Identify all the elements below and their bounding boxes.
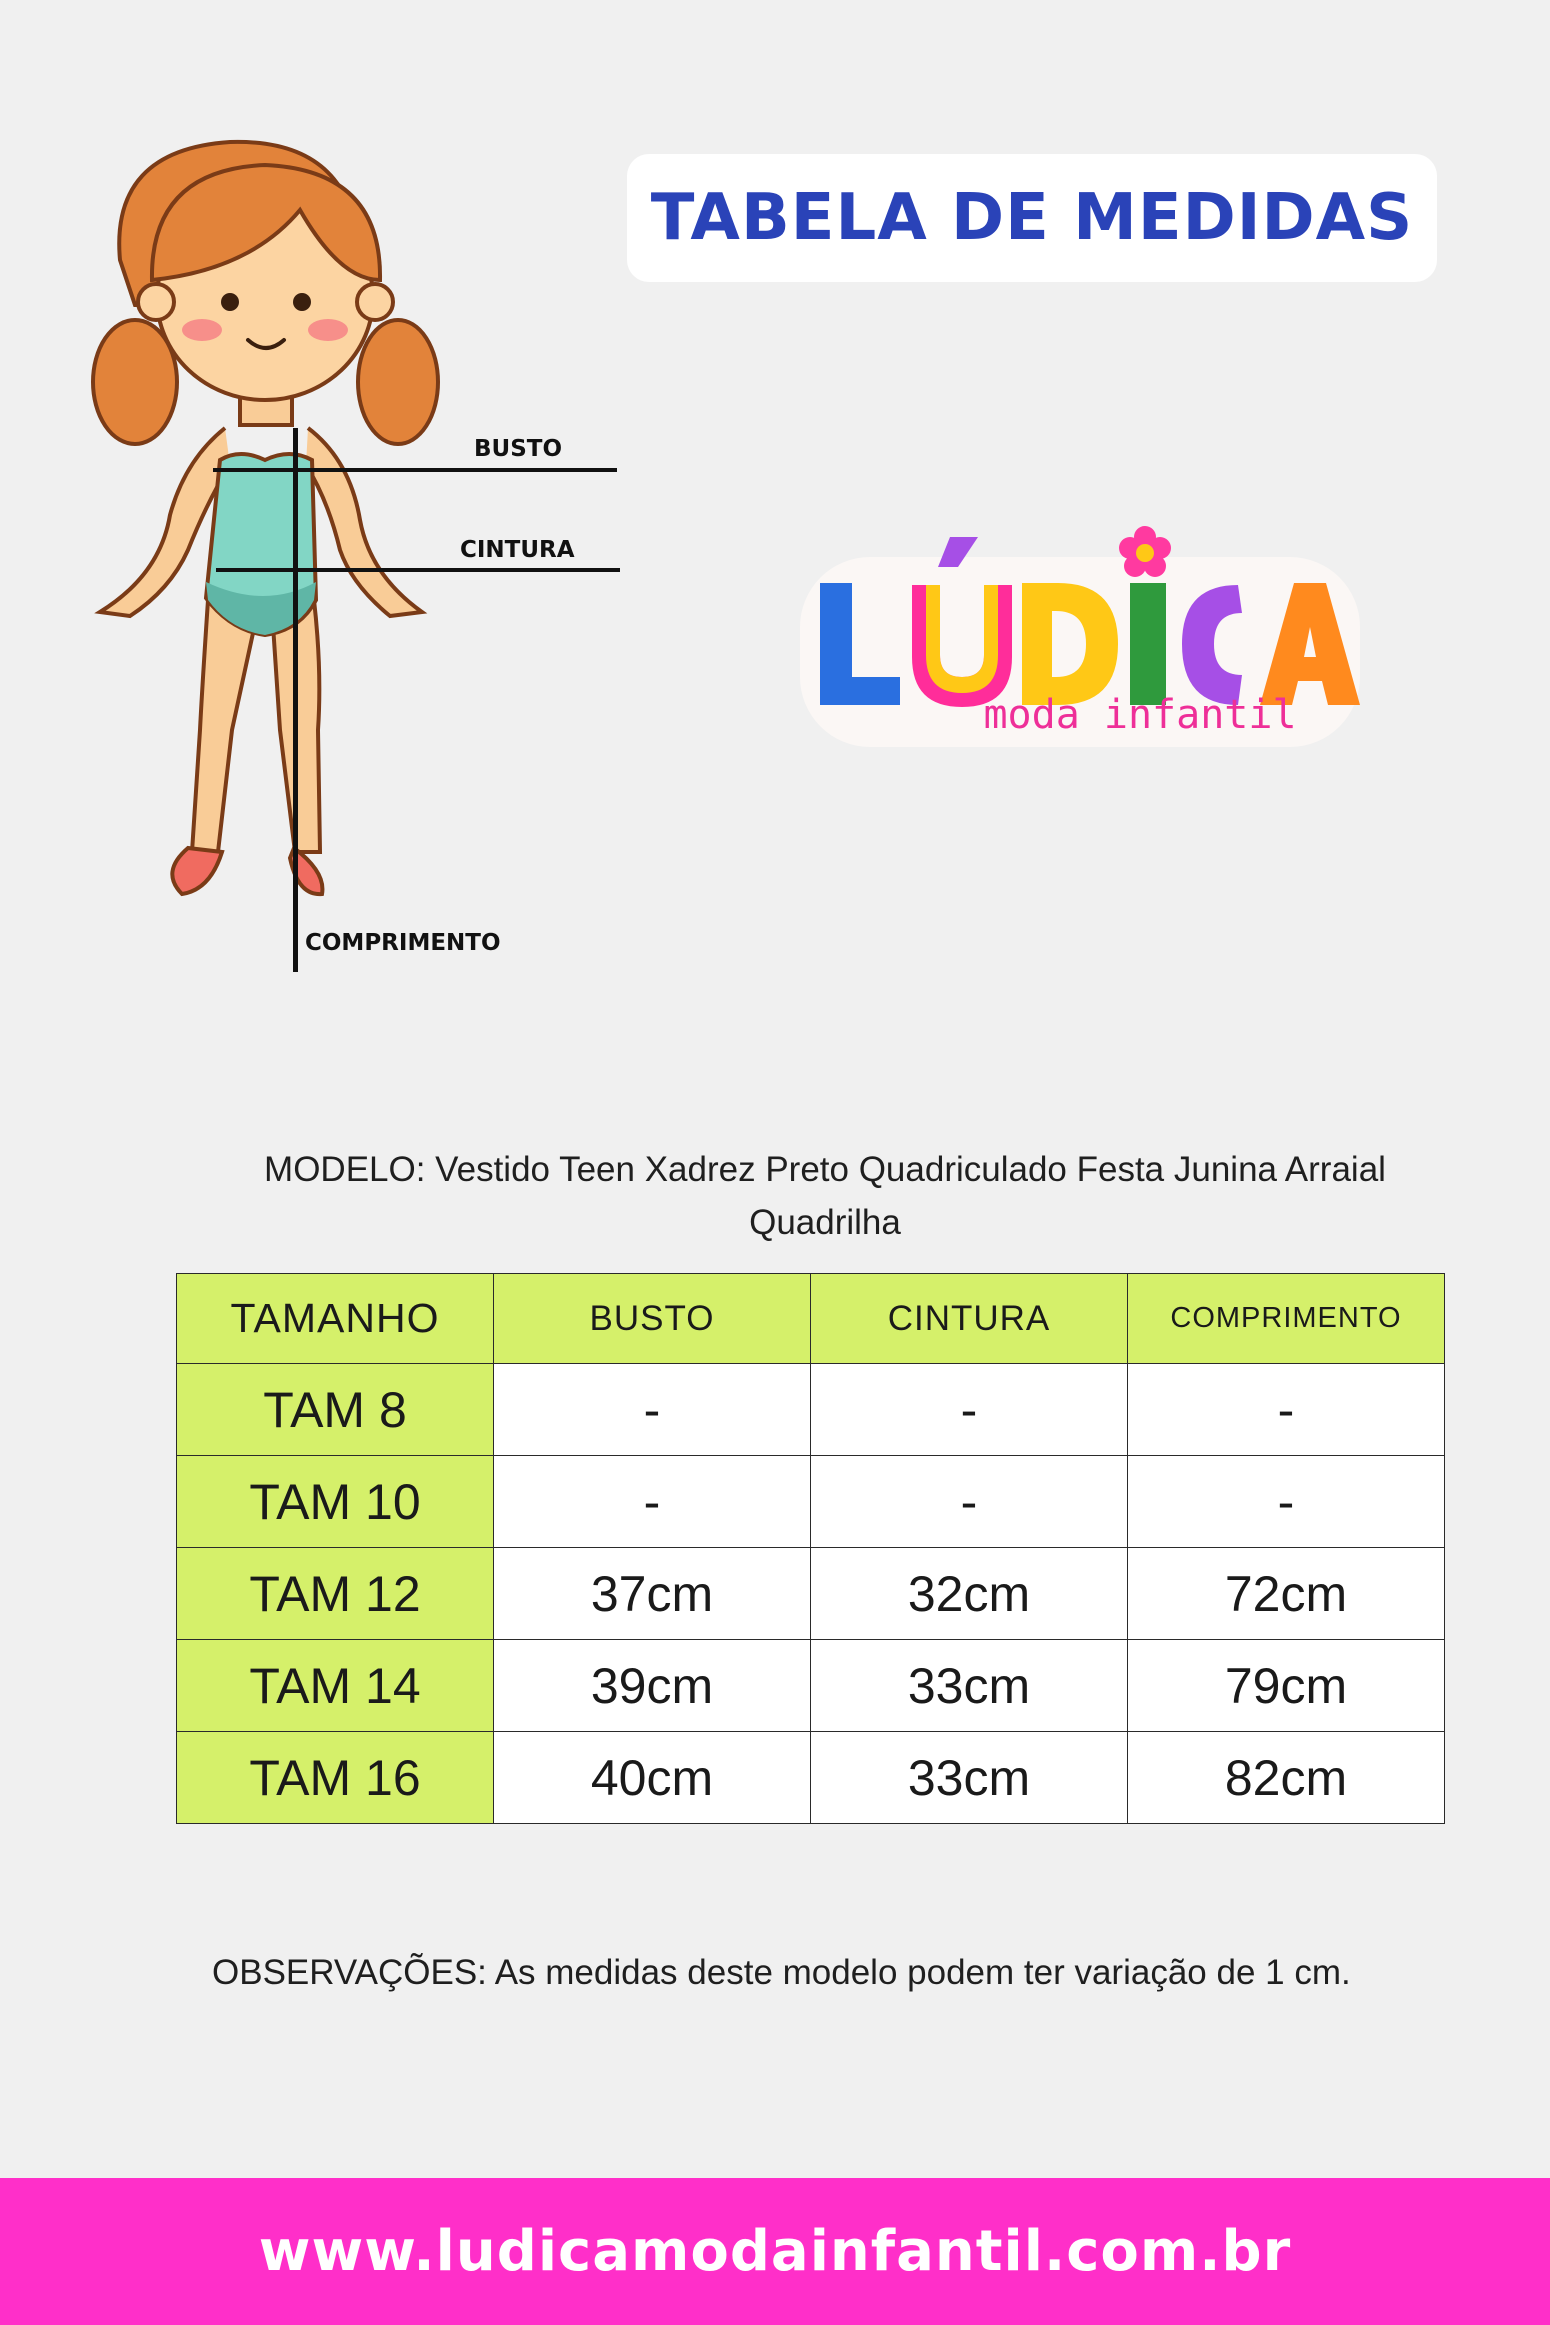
page-title: TABELA DE MEDIDAS xyxy=(650,181,1414,255)
table-row xyxy=(177,1548,1445,1640)
bust-cell: 37cm xyxy=(494,1548,811,1640)
length-cell: 72cm xyxy=(1128,1548,1445,1640)
size-cell: TAM 12 xyxy=(177,1548,494,1640)
size-table xyxy=(176,1273,1445,1824)
waist-cell: 33cm xyxy=(811,1640,1128,1732)
header-bust: BUSTO xyxy=(494,1274,811,1364)
length-measure-line xyxy=(293,428,298,972)
flower-icon xyxy=(1119,526,1171,577)
size-cell: TAM 14 xyxy=(177,1640,494,1732)
waist-cell: - xyxy=(811,1364,1128,1456)
website-link[interactable]: www.ludicamodainfantil.com.br xyxy=(258,2219,1292,2284)
size-cell: TAM 8 xyxy=(177,1364,494,1456)
length-cell: - xyxy=(1128,1456,1445,1548)
length-cell: 82cm xyxy=(1128,1732,1445,1824)
length-cell: 79cm xyxy=(1128,1640,1445,1732)
header-waist: CINTURA xyxy=(811,1274,1128,1364)
brand-tagline: moda infantil xyxy=(983,692,1297,738)
waist-cell: 33cm xyxy=(811,1732,1128,1824)
title-card xyxy=(627,154,1437,282)
bust-cell: 40cm xyxy=(494,1732,811,1824)
table-row xyxy=(177,1732,1445,1824)
table-header-row xyxy=(177,1274,1445,1364)
waist-cell: 32cm xyxy=(811,1548,1128,1640)
table-row xyxy=(177,1640,1445,1732)
table-row xyxy=(177,1456,1445,1548)
size-cell: TAM 10 xyxy=(177,1456,494,1548)
table-row xyxy=(177,1364,1445,1456)
footer-bar xyxy=(0,2178,1550,2325)
bust-cell: - xyxy=(494,1456,811,1548)
bust-label: BUSTO xyxy=(474,436,563,462)
waist-measure-line xyxy=(216,568,620,572)
brand-logo xyxy=(790,515,1380,765)
header-size: TAMANHO xyxy=(177,1274,494,1364)
length-cell: - xyxy=(1128,1364,1445,1456)
model-description: MODELO: Vestido Teen Xadrez Preto Quadriculado Festa Junina Arraial Quadrilha xyxy=(264,1150,1386,1242)
length-label: COMPRIMENTO xyxy=(305,930,501,956)
waist-label: CINTURA xyxy=(460,537,575,563)
observations-note: OBSERVAÇÕES: As medidas deste modelo podem ter variação de 1 cm. xyxy=(212,1953,1351,1992)
bust-cell: 39cm xyxy=(494,1640,811,1732)
girl-figure-illustration xyxy=(90,130,450,900)
bust-measure-line xyxy=(213,468,617,472)
waist-cell: - xyxy=(811,1456,1128,1548)
bust-cell: - xyxy=(494,1364,811,1456)
size-cell: TAM 16 xyxy=(177,1732,494,1824)
header-length: COMPRIMENTO xyxy=(1128,1274,1445,1364)
